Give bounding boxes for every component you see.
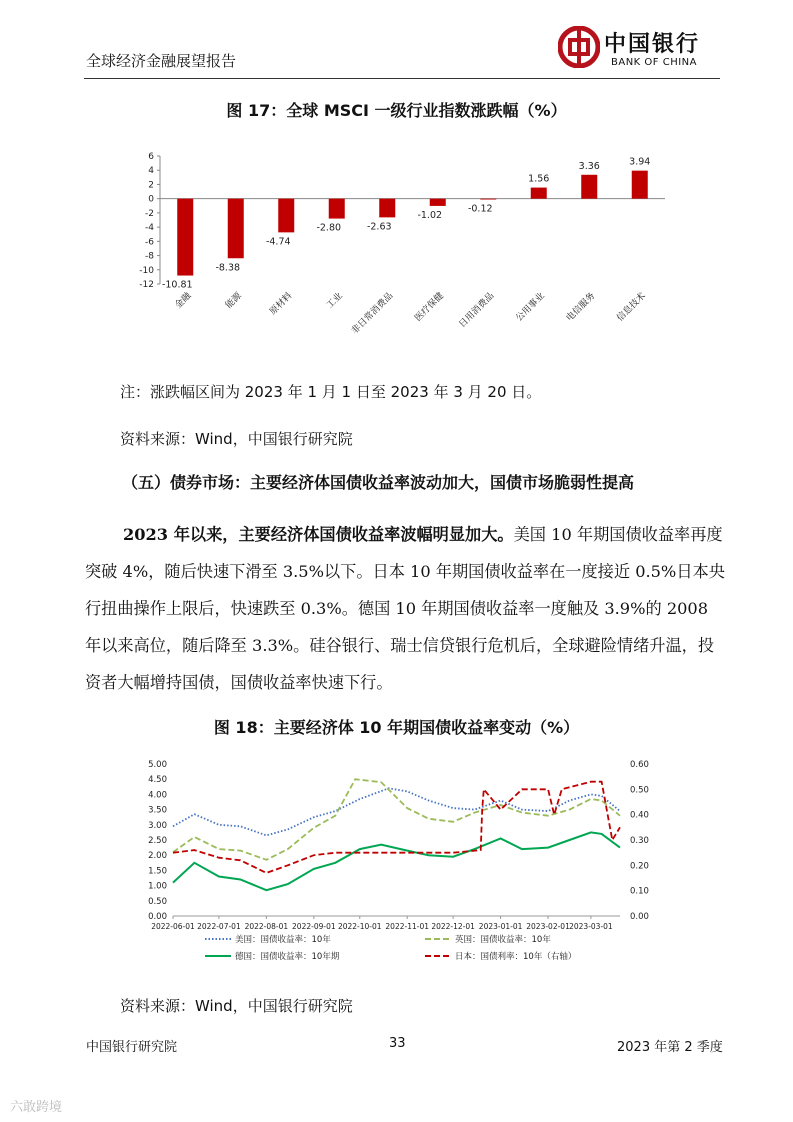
category-label: 能源 — [224, 291, 244, 311]
x-tick-label: 2022-10-01 — [337, 922, 382, 931]
header-divider — [84, 78, 720, 79]
y-tick-label: -4 — [145, 223, 154, 234]
logo-english-name: BANK OF CHINA — [611, 57, 697, 68]
bar — [379, 199, 395, 218]
data-label: -1.02 — [417, 209, 443, 221]
category-label: 工业 — [325, 291, 345, 311]
x-tick-label: 2023-01-01 — [478, 922, 523, 931]
paragraph-body: 美国 10 年期国债收益率再度突破 4%，随后快速下滑至 3.5%以下。日本 10 年期国债收益率在一度接近 0.5%日本央行扭曲操作上限后，快速跌至 0.3%。德国 10 年期国债收益率一度触及 3.9%的 2008 年以来高位，随后降至 3.3%。硅谷银行、瑞士信贷银行危机后，全球避险情绪升温，投资者大幅增持国债，国债收益率快速下行。 — [85, 525, 725, 692]
left-y-tick-label: 4.50 — [148, 775, 167, 786]
category-label: 医疗保健 — [413, 291, 446, 324]
figure17-note: 注：涨跌幅区间为 2023 年 1 月 1 日至 2023 年 3 月 20 日。 — [120, 383, 542, 401]
left-y-tick-label: 5.00 — [148, 760, 167, 770]
page-number: 33 — [389, 1036, 406, 1051]
data-label: -8.38 — [215, 262, 241, 274]
body-paragraph — [85, 516, 725, 701]
data-label: -10.81 — [161, 279, 193, 291]
figure18-source: 资料来源：Wind，中国银行研究院 — [120, 997, 353, 1015]
y-tick-label: 4 — [148, 166, 154, 177]
bar — [480, 199, 496, 200]
data-label: 1.56 — [528, 173, 550, 185]
series-line — [173, 832, 620, 890]
x-tick-label: 2023-03-01 — [569, 922, 613, 931]
y-tick-label: 0 — [148, 194, 154, 205]
left-y-tick-label: 3.50 — [148, 805, 167, 816]
bar — [278, 199, 294, 233]
x-tick-label: 2022-06-01 — [151, 922, 195, 931]
right-y-tick-label: 0.40 — [630, 810, 649, 821]
bar — [581, 175, 597, 199]
x-tick-label: 2022-11-01 — [385, 922, 430, 931]
figure18-line-chart — [135, 752, 670, 972]
figure17-bar-chart — [120, 140, 680, 365]
boc-emblem-icon — [558, 26, 600, 68]
left-y-tick-label: 2.00 — [148, 851, 167, 862]
data-label: 3.94 — [629, 156, 651, 168]
data-label: -0.12 — [467, 203, 493, 215]
category-label: 信息技术 — [615, 291, 648, 324]
data-label: -4.74 — [265, 236, 291, 248]
left-y-tick-label: 1.00 — [148, 881, 167, 892]
right-y-tick-label: 0.10 — [630, 886, 649, 897]
bar — [632, 171, 648, 199]
left-y-tick-label: 3.00 — [148, 820, 167, 831]
category-label: 金融 — [173, 291, 194, 311]
data-label: 3.36 — [578, 160, 600, 172]
right-y-tick-label: 0.50 — [630, 785, 649, 796]
left-y-tick-label: 4.00 — [148, 790, 167, 801]
report-title: 全球经济金融展望报告 — [86, 52, 237, 70]
category-label: 日用消费品 — [457, 291, 497, 330]
right-y-tick-label: 0.60 — [630, 760, 649, 770]
bar — [228, 199, 244, 259]
figure18-title: 图 18：主要经济体 10 年期国债收益率变动（%） — [213, 718, 580, 737]
category-label: 非日常消费品 — [350, 291, 396, 337]
series-line — [173, 782, 620, 873]
left-y-tick-label: 0.00 — [148, 912, 167, 922]
category-label: 公用事业 — [514, 291, 547, 324]
bar — [177, 199, 193, 276]
footer-org: 中国银行研究院 — [86, 1040, 178, 1055]
legend-label: 日本：国债利率：10年（右轴） — [455, 952, 577, 962]
left-y-tick-label: 1.50 — [148, 866, 167, 877]
bar — [531, 188, 547, 199]
bar — [430, 199, 446, 206]
right-y-tick-label: 0.20 — [630, 861, 649, 872]
x-tick-label: 2023-02-01 — [526, 922, 570, 931]
x-tick-label: 2022-12-01 — [431, 922, 475, 931]
x-tick-label: 2022-09-01 — [292, 922, 336, 931]
y-tick-label: 2 — [148, 180, 154, 191]
data-label: -2.63 — [366, 221, 392, 233]
legend-label: 英国：国债收益率：10年 — [455, 935, 551, 945]
y-tick-label: -6 — [145, 237, 154, 248]
section-heading: （五）债券市场：主要经济体国债收益率波动加大，国债市场脆弱性提高 — [122, 473, 635, 492]
watermark: 六敢跨境 — [10, 1100, 63, 1115]
right-y-tick-label: 0.00 — [630, 912, 649, 922]
right-y-tick-label: 0.30 — [630, 836, 649, 846]
x-tick-label: 2022-07-01 — [197, 922, 241, 931]
y-tick-label: -8 — [145, 251, 154, 262]
x-tick-label: 2022-08-01 — [244, 922, 289, 931]
figure17-source: 资料来源：Wind，中国银行研究院 — [120, 430, 353, 448]
y-tick-label: -2 — [145, 208, 154, 219]
figure17-title: 图 17：全球 MSCI 一级行业指数涨跌幅（%） — [226, 101, 567, 120]
logo-chinese-name: 中国银行 — [604, 31, 701, 57]
footer-quarter: 2023 年第 2 季度 — [617, 1040, 723, 1055]
legend-label: 美国：国债收益率：10年 — [235, 935, 331, 945]
data-label: -2.80 — [316, 222, 342, 234]
legend-label: 德国：国债收益率：10年期 — [235, 952, 340, 962]
category-label: 电信服务 — [564, 291, 598, 324]
y-tick-label: -10 — [139, 265, 154, 276]
y-tick-label: 6 — [148, 152, 154, 162]
category-label: 原材料 — [268, 291, 295, 318]
bar — [329, 199, 345, 219]
y-tick-label: -12 — [139, 280, 154, 290]
left-y-tick-label: 0.50 — [148, 896, 167, 907]
paragraph-lead: 2023 年以来，主要经济体国债收益率波幅明显加大。 — [123, 525, 514, 544]
left-y-tick-label: 2.50 — [148, 836, 167, 846]
